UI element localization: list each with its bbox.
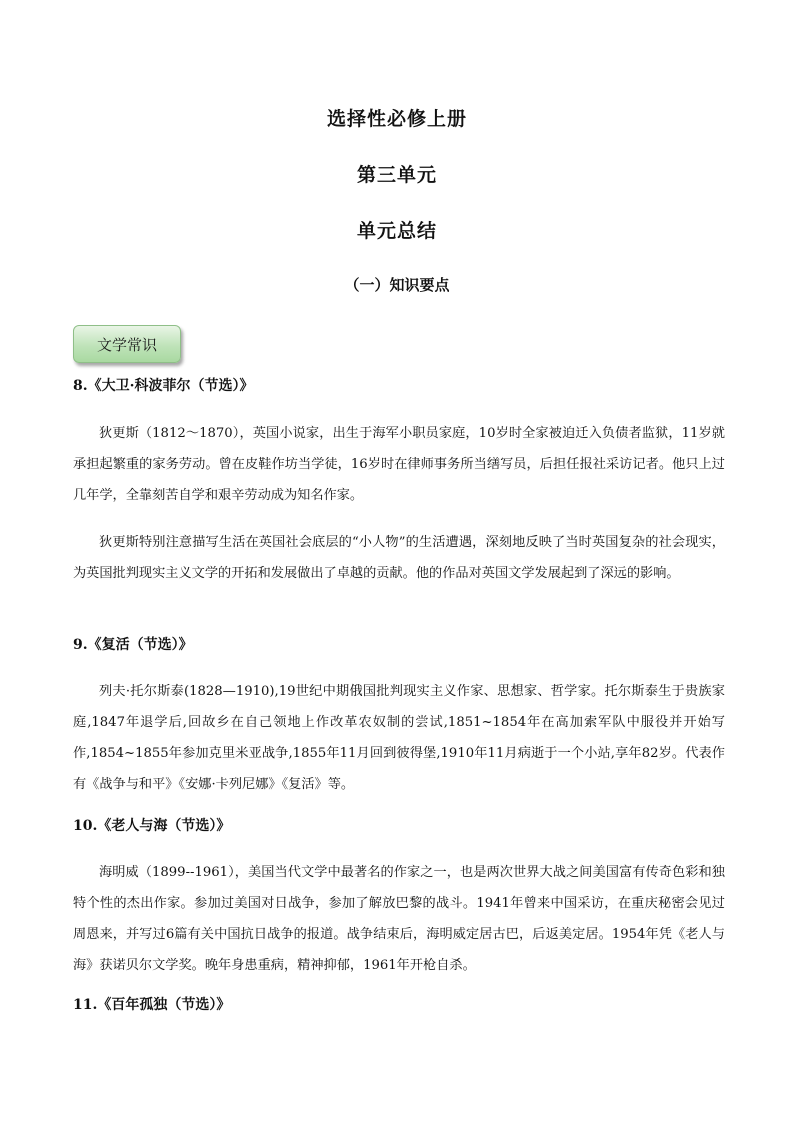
section-heading-8: 8.《大卫·科波菲尔（节选）》	[73, 378, 254, 394]
book-title: 选择性必修上册	[326, 108, 467, 130]
unit-title: 第三单元	[356, 164, 437, 186]
knowledge-points-subtitle: （一）知识要点	[344, 276, 450, 294]
paragraph-dickens-works: 狄更斯特别注意描写生活在英国社会底层的“小人物”的生活遭遇，深刻地反映了当时英国复杂的社会现实，为英国批判现实主义文学的开拓和发展做出了卓越的贡献。他的作品对英国文学发展起到了深远的影响。	[73, 535, 725, 581]
section-heading-10: 10.《老人与海（节选）》	[73, 818, 231, 834]
section-heading-11: 11.《百年孤独（节选）》	[73, 997, 231, 1013]
paragraph-hemingway-bio: 海明威（1899--1961），美国当代文学中最著名的作家之一，也是两次世界大战之间美国富有传奇色彩和独特个性的杰出作家。参加过美国对日战争，参加了解放巴黎的战斗。1941年曾来中国采访，在重庆秘密会见过周恩来，并写过6篇有关中国抗日战争的报道。战争结束后，海明威定居古巴，后返美定居。1954年凭《老人与海》获诺贝尔文学奖。晚年身患重病，精神抑郁，1961年开枪自杀。	[73, 865, 725, 973]
paragraph-tolstoy-bio: 列夫·托尔斯泰(1828—1910),19世纪中期俄国批判现实主义作家、思想家、哲学家。托尔斯泰生于贵族家庭,1847年退学后,回故乡在自己领地上作改革农奴制的尝试,1851~1854年在高加索军队中服役并开始写作,1854~1855年参加克里米亚战争,1855年11月回到彼得堡,1910年11月病逝于一个小站,享年82岁。代表作有《战争与和平》《安娜·卡列尼娜》《复活》等。	[73, 684, 725, 792]
section-title: 单元总结	[356, 220, 437, 242]
literature-knowledge-badge: 文学常识	[73, 325, 181, 363]
paragraph-dickens-bio: 狄更斯（1812～1870），英国小说家，出生于海军小职员家庭，10岁时全家被迫迁入负债者监狱，11岁就承担起繁重的家务劳动。曾在皮鞋作坊当学徒，16岁时在律师事务所当缮写员，后担任报社采访记者。他只上过几年学，全靠刻苦自学和艰辛劳动成为知名作家。	[73, 426, 725, 503]
section-heading-9: 9.《复活（节选）》	[73, 637, 193, 653]
